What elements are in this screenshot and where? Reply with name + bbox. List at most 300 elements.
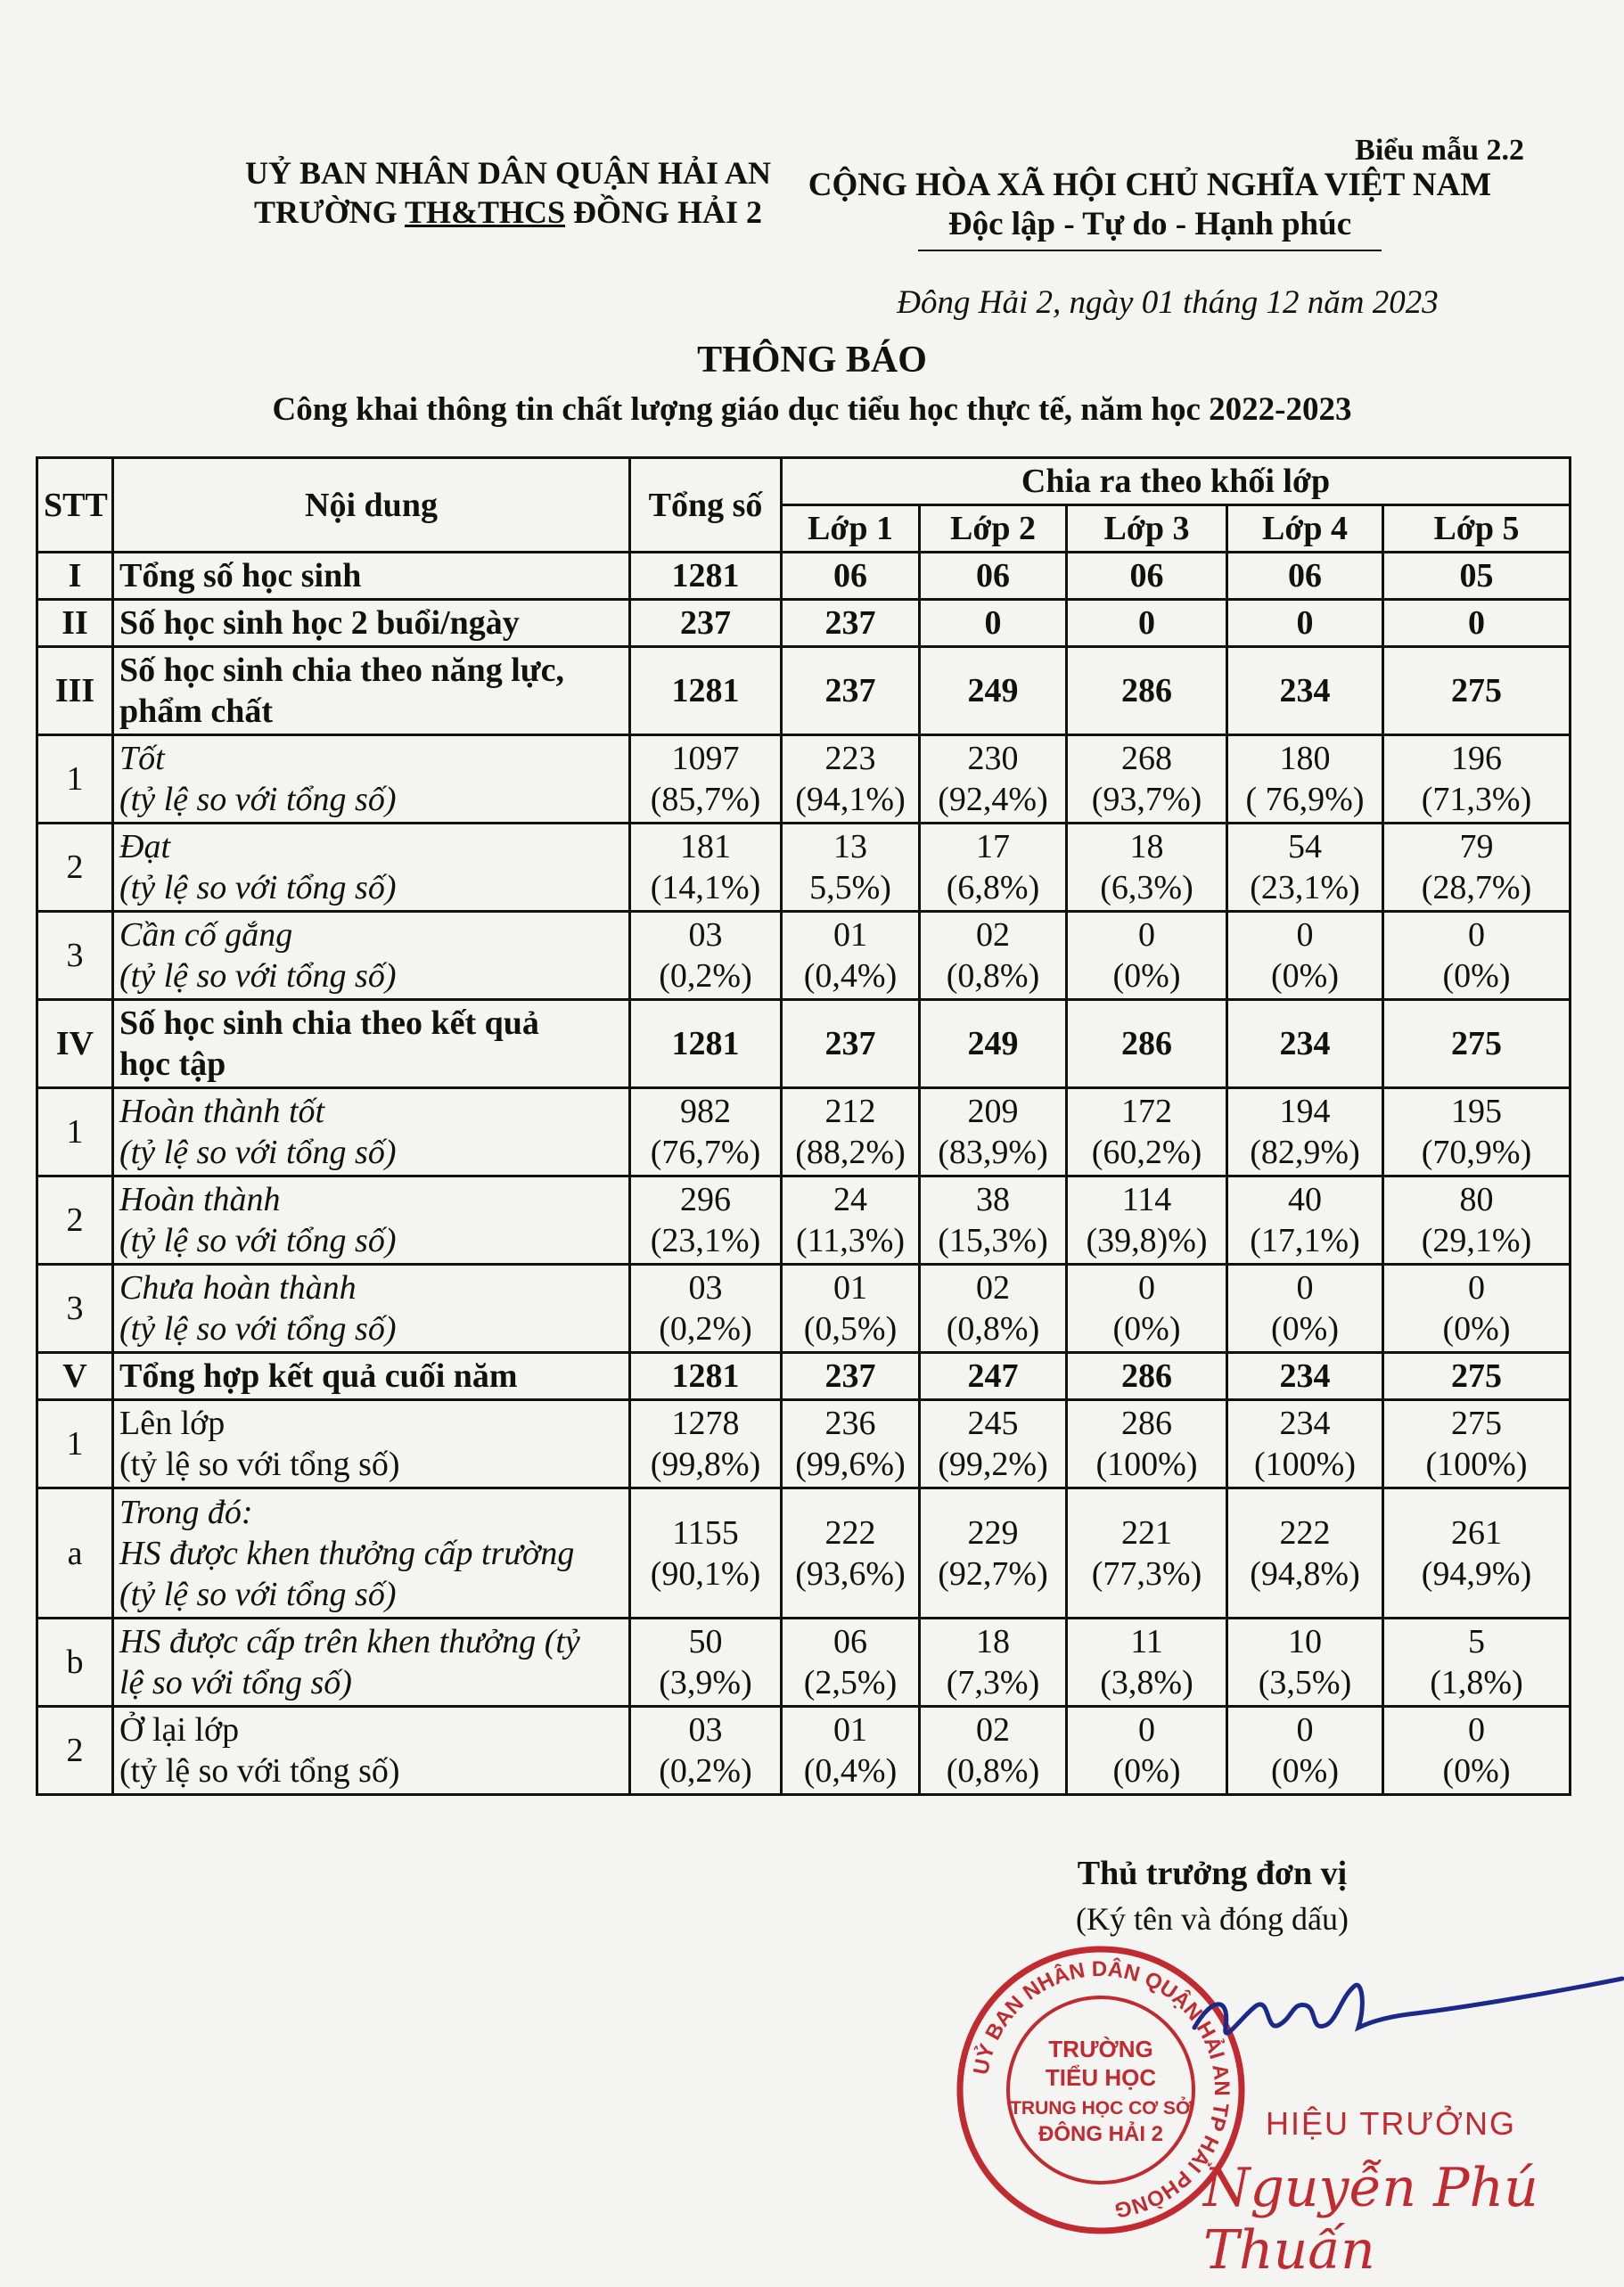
cell-grade bbox=[1067, 1176, 1227, 1265]
row-content-line-1: Tổng số học sinh bbox=[119, 557, 362, 594]
cell-grade bbox=[1067, 1707, 1227, 1795]
cell-count: 40 bbox=[1288, 1181, 1322, 1218]
row-number: 2 bbox=[37, 1707, 113, 1795]
cell-grade bbox=[1067, 1265, 1227, 1353]
cell-percent: (1,8%) bbox=[1430, 1664, 1523, 1701]
row-content-line-1: Hoàn thành bbox=[119, 1181, 281, 1218]
row-content-line-2: (tỷ lệ so với tổng số) bbox=[119, 781, 397, 818]
cell-count: 237 bbox=[680, 604, 731, 642]
cell-percent: (70,9%) bbox=[1421, 1134, 1532, 1171]
row-content bbox=[113, 600, 630, 647]
row-content-line-2: (tỷ lệ so với tổng số) bbox=[119, 1222, 397, 1259]
cell-grade bbox=[782, 1353, 920, 1400]
row-content-line-1: Trong đó: bbox=[119, 1493, 253, 1531]
cell-count: 209 bbox=[967, 1093, 1019, 1130]
cell-grade bbox=[1383, 735, 1571, 824]
cell-percent: (94,1%) bbox=[795, 781, 906, 818]
cell-percent: (17,1%) bbox=[1250, 1222, 1360, 1259]
row-content-line-2: (tỷ lệ so với tổng số) bbox=[119, 957, 397, 995]
cell-percent: (85,7%) bbox=[650, 781, 761, 818]
cell-percent: (0%) bbox=[1112, 957, 1181, 995]
cell-grade bbox=[1383, 824, 1571, 912]
cell-count: 261 bbox=[1451, 1513, 1503, 1552]
cell-count: 1281 bbox=[671, 1357, 740, 1395]
cell-percent: (100%) bbox=[1095, 1446, 1198, 1483]
cell-percent: (92,4%) bbox=[938, 781, 1048, 818]
cell-count: 1097 bbox=[671, 740, 740, 777]
cell-count: 06 bbox=[1288, 557, 1322, 594]
row-number: I bbox=[37, 553, 113, 600]
cell-count: 222 bbox=[824, 1513, 876, 1552]
cell-grade bbox=[1227, 1353, 1383, 1400]
cell-count: 1281 bbox=[671, 557, 740, 594]
cell-count: 275 bbox=[1451, 1025, 1503, 1062]
cell-percent: (2,5%) bbox=[803, 1664, 898, 1701]
cell-count: 212 bbox=[824, 1093, 876, 1130]
cell-count: 234 bbox=[1279, 1405, 1331, 1442]
cell-count: 03 bbox=[688, 1269, 723, 1307]
org-line-2 bbox=[232, 193, 784, 232]
principal-title: HIỆU TRƯỞNG bbox=[1266, 2105, 1516, 2142]
cell-count: 114 bbox=[1121, 1181, 1172, 1218]
header-grade-group: Chia ra theo khối lớp bbox=[782, 458, 1571, 505]
row-content bbox=[113, 1400, 630, 1488]
row-number: 2 bbox=[37, 1176, 113, 1265]
row-content-line-1: Đạt bbox=[119, 828, 170, 865]
header-row-1 bbox=[37, 458, 1571, 505]
cell-percent: (0,4%) bbox=[803, 957, 898, 995]
cell-grade bbox=[782, 1088, 920, 1176]
table-row bbox=[37, 1488, 1571, 1619]
cell-count: 0 bbox=[1138, 916, 1155, 954]
row-content-line-2: (tỷ lệ so với tổng số) bbox=[119, 1310, 397, 1348]
seal-line-3: TRUNG HỌC CƠ SỞ bbox=[1010, 2098, 1192, 2119]
cell-count: 194 bbox=[1279, 1093, 1331, 1130]
cell-grade bbox=[782, 1400, 920, 1488]
cell-percent: (0,2%) bbox=[659, 1752, 752, 1790]
row-content bbox=[113, 1488, 630, 1619]
cell-percent: (94,8%) bbox=[1250, 1554, 1360, 1593]
cell-grade bbox=[920, 1400, 1067, 1488]
cell-percent: (0%) bbox=[1271, 957, 1339, 995]
cell-count: 0 bbox=[1468, 916, 1486, 954]
org-line-2-underlined: TH&THCS bbox=[404, 194, 566, 230]
cell-count: 234 bbox=[1279, 1357, 1331, 1395]
cell-count: 10 bbox=[1288, 1623, 1322, 1660]
cell-percent: (0,5%) bbox=[803, 1310, 898, 1348]
row-content-line-1: Lên lớp bbox=[119, 1405, 226, 1442]
signature-stroke bbox=[1194, 1979, 1622, 2033]
seal-ring-text: UỶ BAN NHÂN DÂN QUẬN HẢI AN TP HẢI PHÒNG bbox=[969, 1956, 1234, 2223]
cell-percent: (0%) bbox=[1442, 1310, 1511, 1348]
cell-count: 38 bbox=[976, 1181, 1010, 1218]
cell-count: 181 bbox=[680, 828, 731, 865]
cell-percent: (39,8)%) bbox=[1086, 1222, 1208, 1259]
cell-count: 17 bbox=[976, 828, 1010, 865]
cell-grade bbox=[1383, 1707, 1571, 1795]
cell-total bbox=[630, 735, 782, 824]
cell-percent: (23,1%) bbox=[650, 1222, 761, 1259]
table-row bbox=[37, 1707, 1571, 1795]
row-number: 3 bbox=[37, 912, 113, 1000]
cell-count: 0 bbox=[1138, 1711, 1155, 1749]
cell-count: 02 bbox=[976, 916, 1010, 954]
cell-count: 286 bbox=[1121, 1405, 1172, 1442]
country-name: CỘNG HÒA XÃ HỘI CHỦ NGHĨA VIỆT NAM bbox=[808, 167, 1492, 203]
cell-percent: (93,7%) bbox=[1091, 781, 1202, 818]
cell-percent: (0%) bbox=[1442, 1752, 1511, 1790]
cell-count: 06 bbox=[833, 1623, 867, 1660]
cell-grade bbox=[1067, 735, 1227, 824]
cell-count: 237 bbox=[824, 1025, 876, 1062]
cell-count: 249 bbox=[967, 1025, 1019, 1062]
cell-count: 0 bbox=[1468, 1269, 1486, 1307]
cell-count: 1155 bbox=[672, 1513, 739, 1552]
cell-total bbox=[630, 647, 782, 735]
cell-total bbox=[630, 600, 782, 647]
handwritten-signature bbox=[1159, 1943, 1624, 2068]
cell-total bbox=[630, 1176, 782, 1265]
cell-total bbox=[630, 1088, 782, 1176]
cell-count: 195 bbox=[1451, 1093, 1503, 1130]
cell-percent: (0%) bbox=[1271, 1310, 1339, 1348]
row-content-line-1: Cần cố gắng bbox=[119, 916, 293, 954]
cell-count: 180 bbox=[1279, 740, 1331, 777]
row-content bbox=[113, 1088, 630, 1176]
row-number: 3 bbox=[37, 1265, 113, 1353]
cell-grade bbox=[1227, 824, 1383, 912]
cell-grade bbox=[1227, 1176, 1383, 1265]
cell-count: 236 bbox=[824, 1405, 876, 1442]
cell-grade bbox=[1067, 1488, 1227, 1619]
table-row bbox=[37, 1619, 1571, 1707]
row-content bbox=[113, 824, 630, 912]
row-number: V bbox=[37, 1353, 113, 1400]
cell-count: 237 bbox=[824, 604, 876, 642]
cell-percent: 5,5%) bbox=[809, 869, 891, 906]
cell-count: 06 bbox=[976, 557, 1010, 594]
cell-count: 0 bbox=[1468, 1711, 1486, 1749]
cell-percent: (99,8%) bbox=[650, 1446, 761, 1483]
cell-percent: (94,9%) bbox=[1421, 1554, 1532, 1593]
row-number: b bbox=[37, 1619, 113, 1707]
cell-count: 18 bbox=[976, 1623, 1010, 1660]
cell-count: 237 bbox=[824, 1357, 876, 1395]
cell-grade bbox=[920, 735, 1067, 824]
table-row bbox=[37, 553, 1571, 600]
row-content bbox=[113, 1176, 630, 1265]
cell-count: 268 bbox=[1121, 740, 1172, 777]
cell-count: 0 bbox=[1296, 916, 1314, 954]
table-row bbox=[37, 1000, 1571, 1088]
table-row bbox=[37, 824, 1571, 912]
row-content-line-2: phẩm chất bbox=[119, 693, 274, 730]
header-stt: STT bbox=[37, 458, 113, 553]
row-content-line-2: (tỷ lệ so với tổng số) bbox=[119, 1446, 400, 1483]
cell-grade bbox=[920, 1619, 1067, 1707]
row-content-line-1: Chưa hoàn thành bbox=[119, 1269, 357, 1307]
cell-grade bbox=[1227, 912, 1383, 1000]
row-content bbox=[113, 1265, 630, 1353]
cell-count: 275 bbox=[1451, 672, 1503, 709]
cell-count: 24 bbox=[833, 1181, 867, 1218]
header-grade: Lớp 1 bbox=[782, 505, 920, 553]
cell-count: 0 bbox=[1296, 1269, 1314, 1307]
table-row bbox=[37, 1176, 1571, 1265]
cell-count: 221 bbox=[1121, 1513, 1172, 1552]
cell-grade bbox=[920, 553, 1067, 600]
row-number: 1 bbox=[37, 1400, 113, 1488]
row-content bbox=[113, 647, 630, 735]
cell-percent: (6,3%) bbox=[1100, 869, 1193, 906]
cell-grade bbox=[920, 1353, 1067, 1400]
cell-count: 02 bbox=[976, 1269, 1010, 1307]
header-grade: Lớp 3 bbox=[1067, 505, 1227, 553]
cell-grade bbox=[782, 1707, 920, 1795]
cell-percent: (0,4%) bbox=[803, 1752, 898, 1790]
cell-count: 0 bbox=[1296, 604, 1314, 642]
row-content-line-2: HS được khen thưởng cấp trường bbox=[119, 1534, 575, 1572]
cell-grade bbox=[1383, 1000, 1571, 1088]
place-and-date: Đông Hải 2, ngày 01 tháng 12 năm 2023 bbox=[897, 284, 1439, 321]
row-number: II bbox=[37, 600, 113, 647]
cell-grade bbox=[782, 912, 920, 1000]
cell-grade bbox=[1227, 1088, 1383, 1176]
cell-percent: (14,1%) bbox=[650, 869, 761, 906]
cell-count: 982 bbox=[680, 1093, 731, 1130]
row-content-line-1: Tổng hợp kết quả cuối năm bbox=[119, 1357, 518, 1395]
national-motto: Độc lập - Tự do - Hạnh phúc bbox=[947, 206, 1352, 242]
row-content bbox=[113, 1353, 630, 1400]
row-content-line-1: HS được cấp trên khen thưởng (tỷ bbox=[119, 1623, 580, 1660]
table-row bbox=[37, 1353, 1571, 1400]
cell-count: 1281 bbox=[671, 1025, 740, 1062]
cell-count: 196 bbox=[1451, 740, 1503, 777]
cell-count: 286 bbox=[1121, 1357, 1172, 1395]
cell-percent: (3,5%) bbox=[1258, 1664, 1352, 1701]
cell-count: 275 bbox=[1451, 1405, 1503, 1442]
row-content bbox=[113, 1619, 630, 1707]
table-row bbox=[37, 1088, 1571, 1176]
header-grade: Lớp 2 bbox=[920, 505, 1067, 553]
cell-count: 79 bbox=[1459, 828, 1494, 865]
table-row bbox=[37, 1400, 1571, 1488]
row-number: 1 bbox=[37, 1088, 113, 1176]
cell-count: 80 bbox=[1459, 1181, 1494, 1218]
issuing-organization bbox=[232, 153, 784, 232]
header-content: Nội dung bbox=[113, 458, 630, 553]
cell-total bbox=[630, 912, 782, 1000]
cell-count: 18 bbox=[1129, 828, 1164, 865]
cell-grade bbox=[1067, 1088, 1227, 1176]
cell-count: 234 bbox=[1279, 672, 1331, 709]
cell-grade bbox=[920, 912, 1067, 1000]
cell-count: 245 bbox=[967, 1405, 1019, 1442]
cell-count: 06 bbox=[1129, 557, 1164, 594]
cell-count: 01 bbox=[833, 916, 867, 954]
table-row bbox=[37, 1265, 1571, 1353]
cell-grade bbox=[1067, 824, 1227, 912]
cell-grade bbox=[782, 1265, 920, 1353]
cell-grade bbox=[1383, 1088, 1571, 1176]
cell-grade bbox=[1383, 600, 1571, 647]
cell-percent: (11,3%) bbox=[795, 1222, 906, 1259]
cell-count: 05 bbox=[1459, 557, 1494, 594]
cell-grade bbox=[1383, 1400, 1571, 1488]
cell-grade bbox=[1383, 1176, 1571, 1265]
cell-percent: (15,3%) bbox=[938, 1222, 1048, 1259]
cell-count: 234 bbox=[1279, 1025, 1331, 1062]
row-content bbox=[113, 912, 630, 1000]
cell-count: 06 bbox=[833, 557, 867, 594]
cell-count: 50 bbox=[688, 1623, 723, 1660]
principal-name: Nguyễn Phú Thuấn bbox=[1203, 2157, 1538, 2282]
cell-count: 229 bbox=[967, 1513, 1019, 1552]
cell-grade bbox=[1383, 1488, 1571, 1619]
cell-percent: (0%) bbox=[1271, 1752, 1339, 1790]
cell-percent: (92,7%) bbox=[938, 1554, 1048, 1593]
cell-grade bbox=[1227, 735, 1383, 824]
cell-count: 237 bbox=[824, 672, 876, 709]
cell-grade bbox=[1067, 1000, 1227, 1088]
cell-percent: (0,2%) bbox=[659, 1310, 752, 1348]
cell-grade bbox=[782, 735, 920, 824]
cell-count: 02 bbox=[976, 1711, 1010, 1749]
row-content-line-3: (tỷ lệ so với tổng số) bbox=[119, 1575, 397, 1613]
cell-percent: (71,3%) bbox=[1421, 781, 1532, 818]
cell-total bbox=[630, 1619, 782, 1707]
table-row bbox=[37, 600, 1571, 647]
cell-percent: (7,3%) bbox=[946, 1664, 1040, 1701]
row-number: IV bbox=[37, 1000, 113, 1088]
cell-count: 0 bbox=[1138, 1269, 1155, 1307]
row-number: a bbox=[37, 1488, 113, 1619]
row-number: 1 bbox=[37, 735, 113, 824]
cell-total bbox=[630, 553, 782, 600]
cell-percent: (82,9%) bbox=[1250, 1134, 1360, 1171]
cell-grade bbox=[1067, 912, 1227, 1000]
cell-grade bbox=[1067, 1400, 1227, 1488]
cell-percent: (99,6%) bbox=[795, 1446, 906, 1483]
header-grade: Lớp 5 bbox=[1383, 505, 1571, 553]
table-body bbox=[37, 553, 1571, 1795]
row-content bbox=[113, 735, 630, 824]
cell-percent: (29,1%) bbox=[1421, 1222, 1532, 1259]
cell-percent: (0,8%) bbox=[946, 1752, 1040, 1790]
cell-count: 172 bbox=[1121, 1093, 1172, 1130]
cell-grade bbox=[920, 1265, 1067, 1353]
cell-grade bbox=[782, 1619, 920, 1707]
row-content-line-1: Ở lại lớp bbox=[119, 1711, 240, 1749]
national-heading bbox=[802, 166, 1497, 251]
cell-count: 286 bbox=[1121, 1025, 1172, 1062]
table-row bbox=[37, 735, 1571, 824]
cell-total bbox=[630, 1353, 782, 1400]
cell-percent: (93,6%) bbox=[795, 1554, 906, 1593]
cell-total bbox=[630, 1488, 782, 1619]
cell-grade bbox=[782, 1488, 920, 1619]
cell-percent: (0%) bbox=[1442, 957, 1511, 995]
cell-grade bbox=[1227, 647, 1383, 735]
cell-grade bbox=[1227, 1400, 1383, 1488]
cell-grade bbox=[1227, 1265, 1383, 1353]
cell-grade bbox=[1067, 1619, 1227, 1707]
table-row bbox=[37, 647, 1571, 735]
cell-percent: (23,1%) bbox=[1250, 869, 1360, 906]
row-content-line-1: Số học sinh chia theo kết quả bbox=[119, 1004, 539, 1042]
cell-count: 11 bbox=[1130, 1623, 1163, 1660]
cell-count: 0 bbox=[1296, 1711, 1314, 1749]
cell-count: 223 bbox=[824, 740, 876, 777]
cell-grade bbox=[920, 824, 1067, 912]
header-grade: Lớp 4 bbox=[1227, 505, 1383, 553]
cell-grade bbox=[1383, 1265, 1571, 1353]
row-content-line-1: Số học sinh chia theo năng lực, bbox=[119, 652, 564, 689]
cell-count: 296 bbox=[680, 1181, 731, 1218]
cell-percent: (0,8%) bbox=[946, 1310, 1040, 1348]
cell-grade bbox=[1383, 912, 1571, 1000]
org-line-1: UỶ BAN NHÂN DÂN QUẬN HẢI AN bbox=[244, 155, 771, 191]
row-content-line-2: (tỷ lệ so với tổng số) bbox=[119, 1752, 400, 1790]
signatory-note: (Ký tên và đóng dấu) bbox=[1076, 1901, 1349, 1937]
cell-count: 0 bbox=[984, 604, 1002, 642]
cell-percent: (28,7%) bbox=[1421, 869, 1532, 906]
cell-grade bbox=[1383, 1619, 1571, 1707]
cell-grade bbox=[1383, 647, 1571, 735]
cell-grade bbox=[920, 647, 1067, 735]
row-content-line-1: Số học sinh học 2 buổi/ngày bbox=[119, 604, 520, 642]
cell-grade bbox=[1067, 1353, 1227, 1400]
cell-grade bbox=[782, 553, 920, 600]
cell-grade bbox=[1227, 1619, 1383, 1707]
cell-grade bbox=[920, 1707, 1067, 1795]
cell-count: 1278 bbox=[671, 1405, 740, 1442]
row-number: III bbox=[37, 647, 113, 735]
cell-percent: (83,9%) bbox=[938, 1134, 1048, 1171]
cell-percent: (0,8%) bbox=[946, 957, 1040, 995]
signatory-role: Thủ trưởng đơn vị bbox=[1077, 1855, 1348, 1892]
org-line-2-suffix: ĐỒNG HẢI 2 bbox=[565, 194, 763, 230]
seal-line-2: TIỂU HỌC bbox=[1045, 2064, 1157, 2091]
cell-grade bbox=[1227, 1488, 1383, 1619]
cell-grade bbox=[782, 824, 920, 912]
cell-percent: (76,7%) bbox=[650, 1134, 761, 1171]
cell-grade bbox=[1067, 600, 1227, 647]
cell-grade bbox=[782, 647, 920, 735]
cell-grade bbox=[920, 600, 1067, 647]
cell-grade bbox=[1227, 1000, 1383, 1088]
cell-count: 247 bbox=[967, 1357, 1019, 1395]
cell-percent: (88,2%) bbox=[795, 1134, 906, 1171]
document-subtitle: Công khai thông tin chất lượng giáo dục tiểu học thực tế, năm học 2022-2023 bbox=[272, 391, 1352, 428]
cell-percent: (3,9%) bbox=[659, 1664, 752, 1701]
row-content-line-2: học tập bbox=[119, 1045, 226, 1083]
cell-grade bbox=[920, 1176, 1067, 1265]
motto-underline bbox=[918, 250, 1382, 251]
cell-grade bbox=[1227, 600, 1383, 647]
cell-grade bbox=[782, 1176, 920, 1265]
cell-count: 0 bbox=[1468, 604, 1486, 642]
seal-line-4: ĐÔNG HẢI 2 bbox=[1038, 2122, 1164, 2146]
row-content-line-2: (tỷ lệ so với tổng số) bbox=[119, 1134, 397, 1171]
cell-count: 275 bbox=[1451, 1357, 1503, 1395]
cell-percent: (0%) bbox=[1112, 1310, 1181, 1348]
cell-percent: (99,2%) bbox=[938, 1446, 1048, 1483]
cell-grade bbox=[1067, 647, 1227, 735]
cell-percent: (0,2%) bbox=[659, 957, 752, 995]
cell-percent: (100%) bbox=[1425, 1446, 1528, 1483]
cell-percent: ( 76,9%) bbox=[1245, 781, 1365, 818]
